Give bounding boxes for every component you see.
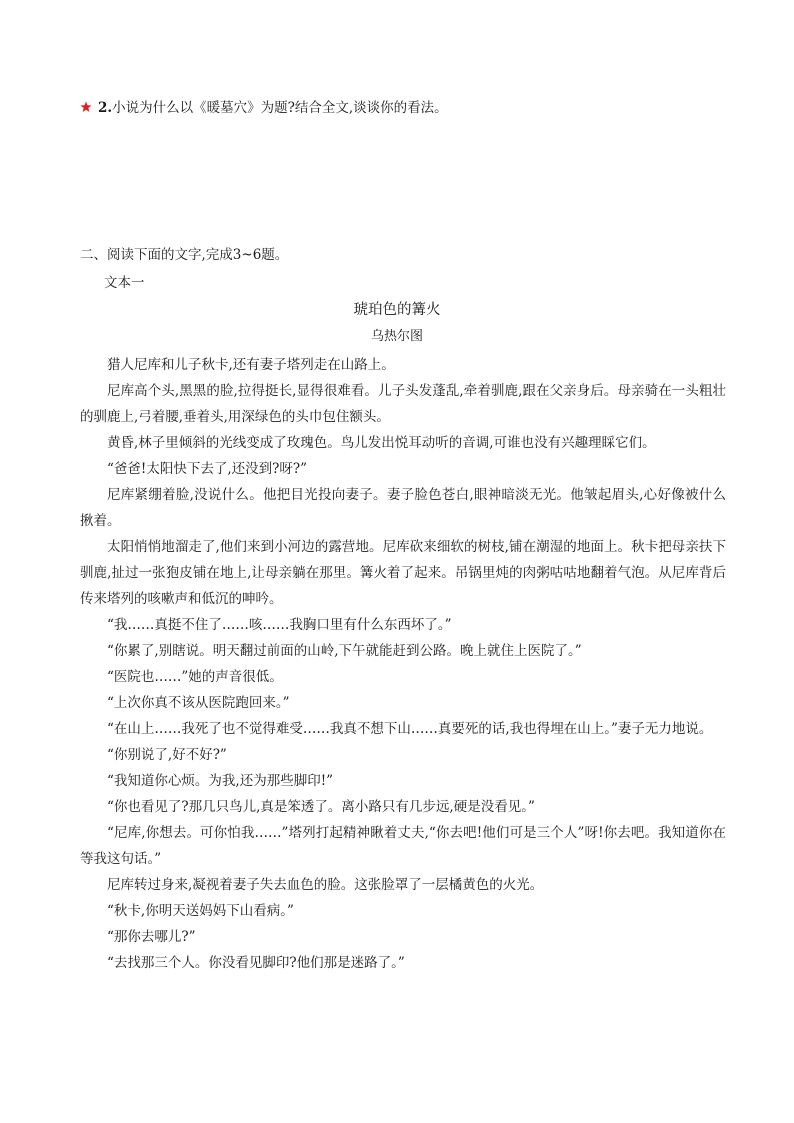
story-title: 琥珀色的篝火 [353, 302, 441, 318]
paragraph: “那你去哪儿?” [107, 929, 196, 945]
paragraph: 太阳悄悄地溜走了,他们来到小河边的露营地。尼库砍来细软的树枝,铺在潮湿的地面上。秋卡把母亲扶下驯鹿,扯过一张狍皮铺在地上,让母亲躺在那里。篝火着了起来。吊锅里炖的肉粥咕咕地翻着气泡。从尼库背后传来塔列的咳嗽声和低沉的呻吟。 [80, 539, 726, 607]
text-label: 文本一 [104, 275, 145, 291]
question-number: 2. [98, 100, 113, 116]
paragraph: “你累了,别瞎说。明天翻过前面的山岭,下午就能赶到公路。晚上就住上医院了。” [107, 643, 582, 659]
story-author: 乌热尔图 [370, 329, 423, 344]
story-body [80, 352, 726, 976]
paragraph: 尼库转过身来,凝视着妻子失去血色的脸。这张脸罩了一层橘黄色的火光。 [107, 877, 544, 893]
question-text: 小说为什么以《暖墓穴》为题?结合全文,谈谈你的看法。 [112, 100, 448, 116]
paragraph: “我……真挺不住了……咳……我胸口里有什么东西坏了。” [107, 617, 452, 633]
paragraph: “上次你真不该从医院跑回来。” [107, 695, 290, 711]
paragraph: “医院也……”她的声音很低。 [107, 669, 283, 685]
paragraph: “爸爸!太阳快下去了,还没到?呀?” [107, 461, 307, 477]
paragraph: “去找那三个人。你没看见脚印?他们那是迷路了。” [107, 955, 405, 971]
star-icon [80, 101, 92, 113]
paragraph: “你也看见了?那几只鸟儿,真是笨透了。离小路只有几步远,硬是没看见。” [107, 799, 535, 815]
question-2 [80, 98, 720, 118]
paragraph: 尼库紧绷着脸,没说什么。他把目光投向妻子。妻子脸色苍白,眼神暗淡无光。他皱起眉头,心好像被什么揪着。 [80, 487, 726, 529]
paragraph: 黄昏,林子里倾斜的光线变成了玫瑰色。鸟儿发出悦耳动听的音调,可谁也没有兴趣理睬它们。 [107, 435, 656, 451]
paragraph: “我知道你心烦。为我,还为那些脚印!” [107, 773, 334, 789]
paragraph: 尼库高个头,黑黑的脸,拉得挺长,显得很难看。儿子头发蓬乱,牵着驯鹿,跟在父亲身后。母亲骑在一头粗壮的驯鹿上,弓着腰,垂着头,用深绿色的头巾包住额头。 [80, 383, 726, 425]
section-heading: 二、阅读下面的文字,完成3~6题。 [80, 247, 289, 263]
paragraph: “秋卡,你明天送妈妈下山看病。” [107, 903, 294, 919]
paragraph: “你别说了,好不好?” [107, 747, 227, 763]
paragraph: 猎人尼库和儿子秋卡,还有妻子塔列走在山路上。 [107, 357, 395, 373]
paragraph: “尼库,你想去。可你怕我……”塔列打起精神瞅着丈夫,“你去吧!他们可是三个人”呀!你去吧。我知道你在等我这句话。” [80, 825, 726, 867]
paragraph: “在山上……我死了也不觉得难受……我真不想下山……真要死的话,我也得埋在山上。”妻子无力地说。 [107, 721, 713, 737]
